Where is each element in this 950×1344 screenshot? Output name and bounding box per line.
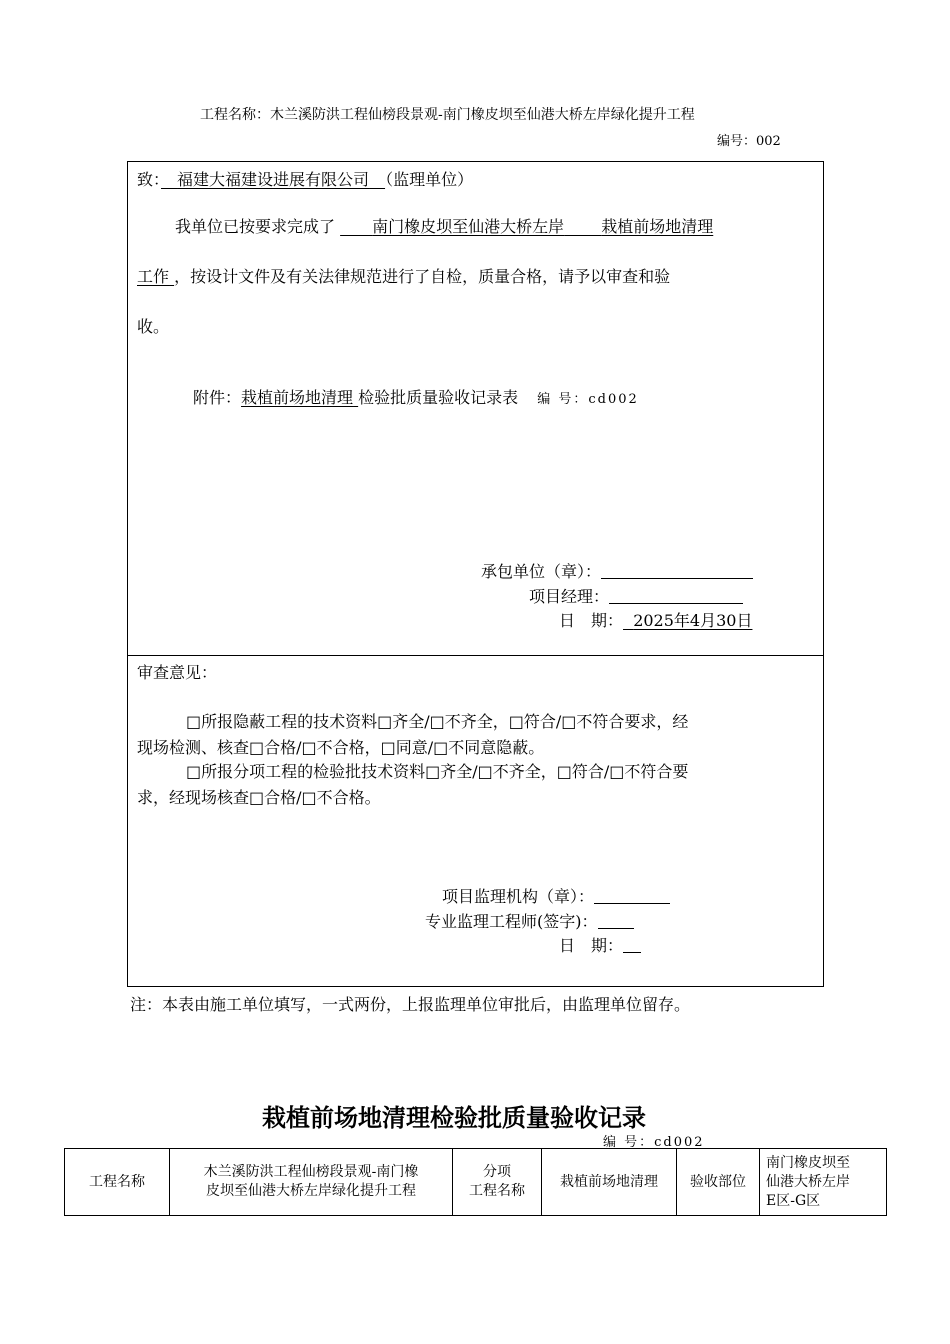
supervision-org-line (442, 884, 670, 907)
completion-location: 南门橡皮坝至仙港大桥左岸 栽植前场地清理 (372, 217, 714, 236)
project-value-line-1: 木兰溪防洪工程仙榜段景观-南门橡 (203, 1164, 419, 1180)
engineer-signature-line (425, 909, 634, 932)
subitem-label-cell (453, 1149, 542, 1216)
review-text-2a: □所报分项工程的检验批技术资料□齐全/□不齐全，□符合/□不符合要 (186, 762, 689, 781)
attachment-suffix: 检验批质量验收记录表 (358, 388, 519, 407)
submission-date-value: 2025年4月30日 (633, 611, 753, 630)
recipient-prefix: 致： (137, 170, 162, 189)
record-info-table (64, 1148, 887, 1216)
part-value-cell (760, 1149, 887, 1216)
part-label-cell: 验收部位 (677, 1149, 760, 1216)
attachment-item: 栽植前场地清理 (241, 388, 354, 407)
subitem-value-cell: 栽植前场地清理 (542, 1149, 677, 1216)
table-row (65, 1149, 887, 1216)
manager-signature-line (529, 584, 743, 607)
part-value-line-3: E区-G区 (766, 1192, 821, 1209)
engineer-label: 专业监理工程师(签字)： (425, 912, 598, 931)
supervision-org-label: 项目监理机构（章）： (442, 887, 595, 906)
engineer-signature-blank (598, 912, 634, 929)
completion-line-1 (175, 214, 713, 237)
contractor-seal-blank (601, 562, 753, 579)
project-name-header: 工程名称：木兰溪防洪工程仙榜段景观-南门橡皮坝至仙港大桥左岸绿化提升工程 (200, 107, 695, 123)
recipient-line (137, 167, 473, 190)
record-number: 编 号：cd002 (603, 1135, 705, 1150)
completion-text: ，按设计文件及有关法律规范进行了自检，质量合格，请予以审查和验 (174, 267, 671, 286)
completion-prefix: 我单位已按要求完成了 (175, 217, 336, 236)
review-date-label: 日 期： (559, 936, 624, 955)
attachment-prefix: 附件： (193, 388, 242, 407)
project-value-cell (170, 1149, 453, 1216)
manager-label: 项目经理： (529, 587, 610, 606)
completion-line-2 (137, 264, 670, 287)
subitem-label-line-1: 分项 (483, 1164, 511, 1180)
recipient-company: 福建大福建设进展有限公司 (177, 170, 370, 189)
completion-line-3: 收。 (137, 317, 170, 336)
contractor-label: 承包单位（章）： (481, 562, 602, 581)
part-value-line-2: 仙港大桥左岸 (766, 1173, 850, 1190)
subitem-label-line-2: 工程名称 (469, 1183, 525, 1199)
review-text-2b: 求，经现场核查□合格/□不合格。 (137, 788, 381, 807)
part-value-line-1: 南门橡皮坝至 (766, 1154, 850, 1171)
review-section (127, 655, 824, 987)
record-title: 栽植前场地清理检验批质量验收记录 (262, 1104, 646, 1132)
supervision-org-blank (594, 887, 670, 904)
attachment-line (193, 385, 639, 408)
review-date-line (559, 933, 641, 956)
manager-signature-blank (609, 587, 743, 604)
submission-date-label: 日 期： (559, 611, 624, 630)
document-number: 编号：002 (717, 134, 781, 149)
completion-work-tail: 工作 (137, 267, 170, 286)
submission-date-line (559, 608, 752, 631)
recipient-role: （监理单位） (385, 170, 474, 189)
review-title: 审查意见： (137, 663, 218, 682)
review-date-blank (623, 936, 641, 953)
review-text-1b: 现场检测、核查□合格/□不合格，□同意/□不同意隐蔽。 (137, 738, 545, 757)
project-value-line-2: 皮坝至仙港大桥左岸绿化提升工程 (206, 1183, 416, 1199)
footnote: 注：本表由施工单位填写，一式两份，上报监理单位审批后，由监理单位留存。 (130, 995, 691, 1014)
review-text-1a: □所报隐蔽工程的技术资料□齐全/□不齐全，□符合/□不符合要求，经 (186, 712, 689, 731)
project-label-cell: 工程名称 (65, 1149, 170, 1216)
attachment-number: 编 号：cd002 (537, 392, 639, 407)
contractor-signature-line (481, 559, 753, 582)
